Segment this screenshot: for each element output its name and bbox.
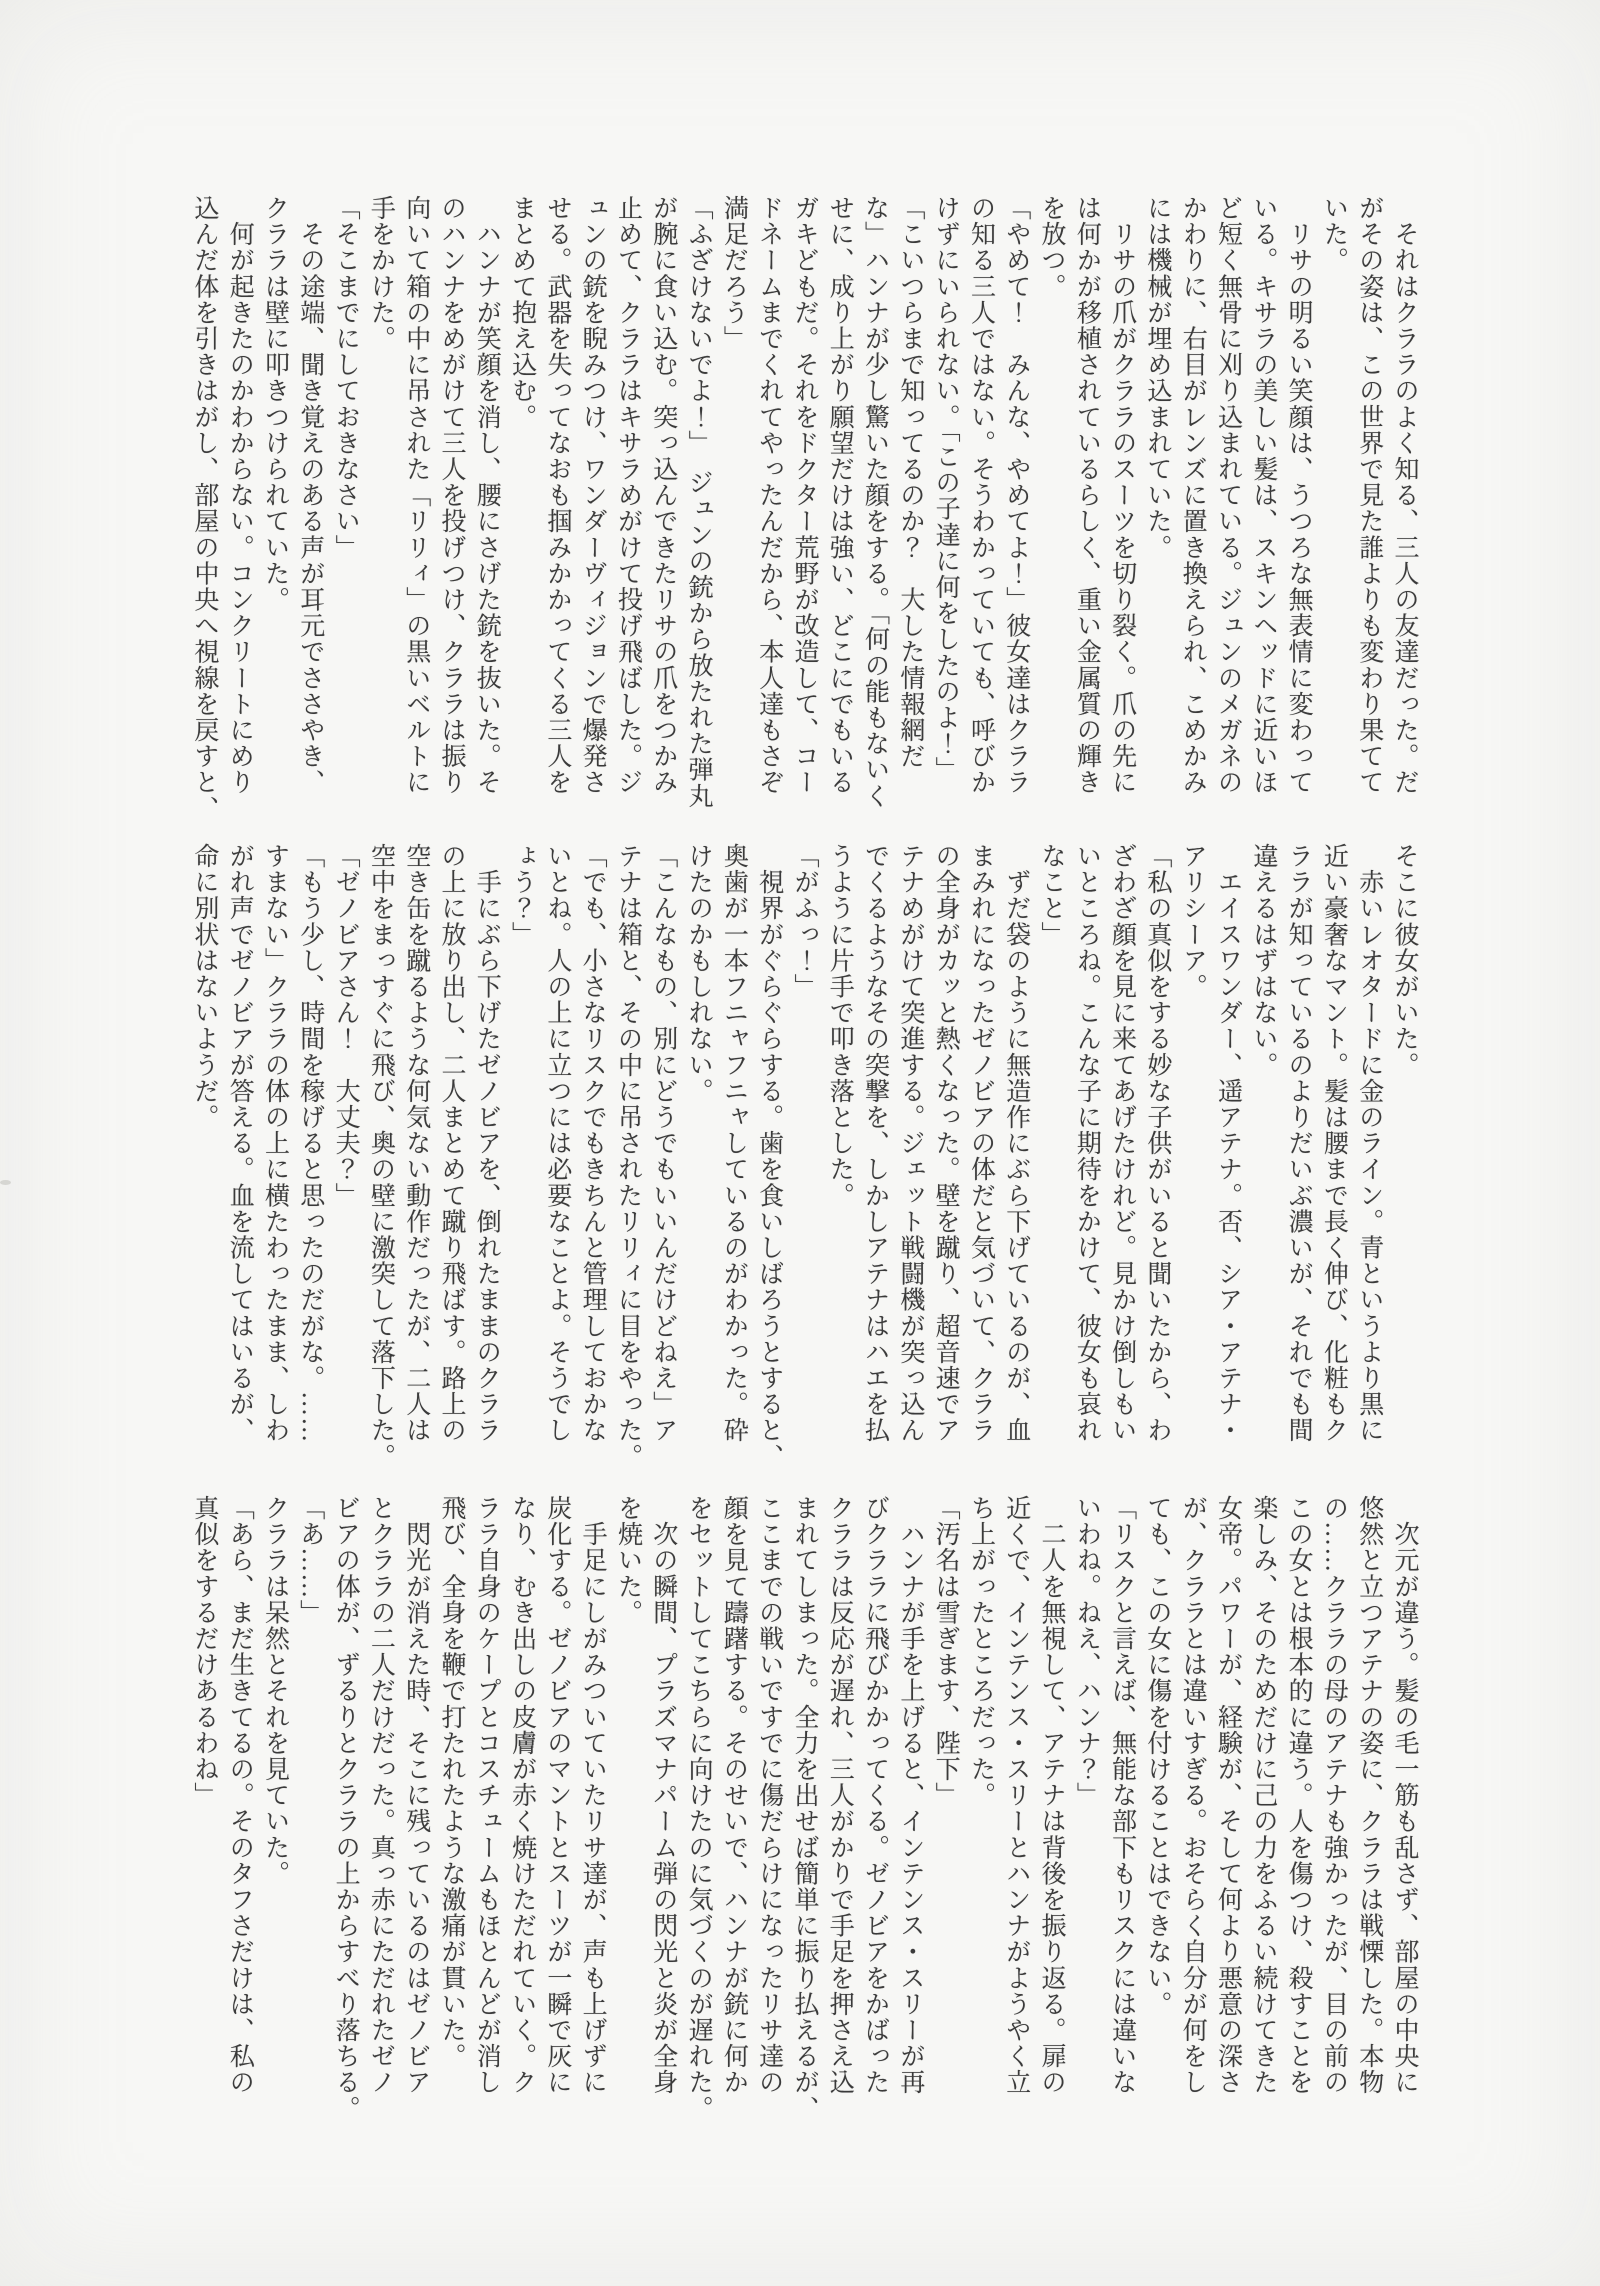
text-column: の……クララの母のアテナも強かったが、目の前の [1320, 1495, 1348, 2096]
text-column: せる。武器を失ってなおも掴みかかってくる三人を [543, 195, 571, 796]
text-column: 「もう少し、時間を稼げると思ったのだがな。…… [296, 843, 324, 1444]
text-column: 次の瞬間、プラズマナパーム弾の閃光と炎が全身 [649, 1495, 677, 2096]
text-column: 次元が違う。髪の毛一筋も乱さず、部屋の中央に [1391, 1495, 1418, 2096]
text-column: いところね。こんな子に期待をかけて、彼女も哀れ [1073, 843, 1101, 1444]
text-column: テナは箱と、その中に吊されたリリィに目をやった。 [614, 843, 642, 1470]
text-column: が、クララとは違いすぎる。おそらく自分が何をし [1179, 1495, 1207, 2096]
text-column: リサの爪がクララのスーツを切り裂く。爪の先に [1108, 195, 1136, 796]
text-column: エイスワンダー、遥アテナ。否、シア・アテナ・ [1214, 843, 1242, 1444]
text-column: は何かが移植されているらしく、重い金属質の輝き [1073, 195, 1101, 796]
text-column: 「私の真似をする妙な子供がいると聞いたから、わ [1143, 843, 1171, 1444]
text-column: 飛び、全身を鞭で打たれたような激痛が貫いた。 [437, 1495, 465, 2070]
text-column: いとね。人の上に立つには必要なことよ。そうでし [543, 843, 571, 1444]
text-column: 「がふっ！」 [790, 843, 818, 1000]
text-column: の知る三人ではない。そうわかっていても、呼びか [967, 195, 995, 796]
text-column: 女帝。パワーが、経験が、そして何より悪意の深さ [1214, 1495, 1242, 2096]
text-column: ざわざ顔を見に来てあげたけれど。見かけ倒しもい [1108, 843, 1136, 1444]
text-column: 赤いレオタードに金のライン。青というより黒に [1355, 843, 1383, 1444]
text-column: 視界がぐらぐらする。歯を食いしばろうとすると、 [755, 843, 783, 1470]
text-column: 手足にしがみついていたリサ達が、声も上げずに [579, 1495, 607, 2096]
text-column: なこと」 [1038, 843, 1066, 948]
text-column: その途端、聞き覚えのある声が耳元でささやき、 [296, 195, 324, 796]
text-column: の全身がカッと熱くなった。壁を蹴り、超音速でア [932, 843, 960, 1444]
text-column: 炭化する。ゼノビアのマントとスーツが一瞬で灰に [543, 1495, 571, 2096]
text-column: ガキどもだ。それをドクター荒野が改造して、コー [790, 195, 818, 796]
text-column: なり、むき出しの皮膚が赤く焼けただれていく。ク [508, 1495, 536, 2096]
text-column: ても、この女に傷を付けることはできない。 [1143, 1495, 1171, 2017]
text-column: この女とは根本的に違う。人を傷つけ、殺すことを [1285, 1495, 1313, 2096]
text-column: のハンナをめがけて三人を投げつけ、クララは振り [437, 195, 465, 796]
text-band-1 [187, 195, 1422, 822]
text-column: 止めて、クララはキサラめがけて投げ飛ばした。ジ [614, 195, 642, 796]
text-column: が腕に食い込む。突っ込んできたリサの爪をつかみ [649, 195, 677, 796]
text-column: 「そこまでにしておきなさい」 [332, 195, 360, 561]
text-column: いわね。ねえ、ハンナ？」 [1073, 1495, 1101, 1809]
text-column: 空中をまっすぐに飛び、奥の壁に激突して落下した。 [367, 843, 395, 1470]
text-column: うように片手で叩き落とした。 [826, 843, 854, 1209]
text-column: すまない」クララの体の上に横たわったまま、しわ [261, 843, 289, 1444]
text-column: 満足だろう」 [720, 195, 748, 352]
text-column: 向いて箱の中に吊された「リリィ」の黒いベルトに [402, 195, 430, 796]
text-column: けずにいられない。「この子達に何をしたのよ！」 [932, 195, 960, 783]
text-column: びクララに飛びかかってくる。ゼノビアをかばった [861, 1495, 889, 2096]
text-column: 「あら、まだ生きてるの。そのタフさだけは、私の [226, 1495, 254, 2096]
text-column: 「こいつらまで知ってるのか？ 大した情報網だ [896, 195, 924, 770]
text-column: とクララの二人だけだった。真っ赤にただれたゼノ [367, 1495, 395, 2096]
text-column: 近くで、インテンス・スリーとハンナがようやく立 [1002, 1495, 1030, 2096]
text-column: 「でも、小さなリスクでもきちんと管理しておかな [579, 843, 607, 1444]
text-column: かわりに、右目がレンズに置き換えられ、こめかみ [1179, 195, 1207, 796]
text-column: ハンナが笑顔を消し、腰にさげた銃を抜いた。そ [473, 195, 501, 796]
text-column: ハンナが手を上げると、インテンス・スリーが再 [896, 1495, 924, 2096]
text-column: ど短く無骨に刈り込まれている。ジュンのメガネの [1214, 195, 1242, 796]
text-column: ょう？」 [508, 843, 536, 948]
text-column: まとめて抱え込む。 [508, 195, 536, 430]
text-column: 二人を無視して、アテナは背後を振り返る。扉の [1038, 1495, 1066, 2096]
text-column: ずだ袋のように無造作にぶら下げているのが、血 [1002, 843, 1030, 1444]
text-column: 命に別状はないようだ。 [190, 843, 218, 1131]
text-column: アリシーア。 [1179, 843, 1207, 1000]
text-column: いる。キサラの美しい髪は、スキンヘッドに近いほ [1249, 195, 1277, 796]
text-column: まれてしまった。全力を出せば簡単に振り払えるが、 [790, 1495, 818, 2122]
text-band-2 [187, 843, 1422, 1470]
text-column: 閃光が消えた時、そこに残っているのはゼノビア [402, 1495, 430, 2096]
text-band-3 [187, 1495, 1422, 2122]
text-column: をセットしてこちらに向けたのに気づくのが遅れた。 [685, 1495, 713, 2122]
text-column: クララは反応が遅れ、三人がかりで手足を押さえ込 [826, 1495, 854, 2096]
text-column: がれ声でゼノビアが答える。血を流してはいるが、 [226, 843, 254, 1444]
text-column: 「ふざけないでよ！」 ジュンの銃から放たれた弾丸 [685, 195, 713, 809]
text-column: 近い豪奢なマント。髪は腰まで長く伸び、化粧もク [1320, 843, 1348, 1444]
text-column: 込んだ体を引きはがし、部屋の中央へ視線を戻すと、 [190, 195, 218, 822]
text-column: 「やめて！ みんな、やめてよ！」彼女達はクララ [1002, 195, 1030, 796]
text-column: リサの明るい笑顔は、うつろな無表情に変わって [1285, 195, 1313, 796]
text-column: を放つ。 [1038, 195, 1066, 300]
text-column: ビアの体が、ずるりとクララの上からすべり落ちる。 [332, 1495, 360, 2122]
text-column: を焼いた。 [614, 1495, 642, 1626]
text-column: には機械が埋め込まれていた。 [1143, 195, 1171, 561]
text-column: それはクララのよく知る、三人の友達だった。だ [1391, 195, 1418, 796]
text-column: 楽しみ、そのためだけに己の力をふるい続けてきた [1249, 1495, 1277, 2096]
text-column: 「こんなもの、別にどうでもいいんだけどねえ」ア [649, 843, 677, 1444]
text-column: 何が起きたのかわからない。コンクリートにめり [226, 195, 254, 796]
text-column: テナめがけて突進する。ジェット戦闘機が突っ込ん [896, 843, 924, 1444]
text-column: けたのかもしれない。 [685, 843, 713, 1104]
text-column: クララは呆然とそれを見ていた。 [261, 1495, 289, 1887]
text-column: 「あ……」 [296, 1495, 324, 1626]
text-column: 真似をするだけあるわね」 [190, 1495, 218, 1809]
text-column: クララは壁に叩きつけられていた。 [261, 195, 289, 613]
text-column: がその姿は、この世界で見た誰よりも変わり果てて [1355, 195, 1383, 796]
text-column: まみれになったゼノビアの体だと気づいて、クララ [967, 843, 995, 1444]
text-column: ララ自身のケープとコスチュームもほとんどが消し [473, 1495, 501, 2096]
text-column: 「ゼノビアさん！ 大丈夫？」 [332, 843, 360, 1209]
text-column: 手にぶら下げたゼノビアを、倒れたままのクララ [473, 843, 501, 1444]
text-column: 「リスクと言えば、無能な部下もリスクには違いな [1108, 1495, 1136, 2096]
text-column: 空き缶を蹴るような何気ない動作だったが、二人は [402, 843, 430, 1444]
scan-speck [0, 1180, 11, 1185]
text-column: ュンの銃を睨みつけ、ワンダーヴィジョンで爆発さ [579, 195, 607, 796]
text-column: ここまでの戦いですでに傷だらけになったリサ達の [755, 1495, 783, 2096]
text-column: でくるようなその突撃を、しかしアテナはハエを払 [861, 843, 889, 1444]
text-column: せに、成り上がり願望だけは強い、どこにでもいる [826, 195, 854, 796]
text-column: ララが知っているのよりだいぶ濃いが、それでも間 [1285, 843, 1313, 1444]
text-column: 違えるはずはない。 [1249, 843, 1277, 1078]
text-column: の上に放り出し、二人まとめて蹴り飛ばす。路上の [437, 843, 465, 1444]
text-column: 顔を見て躊躇する。そのせいで、ハンナが銃に何か [720, 1495, 748, 2096]
text-column: ドネームまでくれてやったんだから、本人達もさぞ [755, 195, 783, 796]
text-column: な」ハンナが少し驚いた顔をする。「何の能もないく [861, 195, 889, 809]
text-column: ち上がったところだった。 [967, 1495, 995, 1809]
text-column: そこに彼女がいた。 [1391, 843, 1418, 1078]
text-column: 「汚名は雪ぎます、陛下」 [932, 1495, 960, 1809]
text-column: 悠然と立つアテナの姿に、クララは戦慄した。本物 [1355, 1495, 1383, 2096]
text-column: いた。 [1320, 195, 1348, 274]
text-column: 手をかけた。 [367, 195, 395, 352]
text-column: 奥歯が一本フニャフニャしているのがわかった。砕 [720, 843, 748, 1444]
